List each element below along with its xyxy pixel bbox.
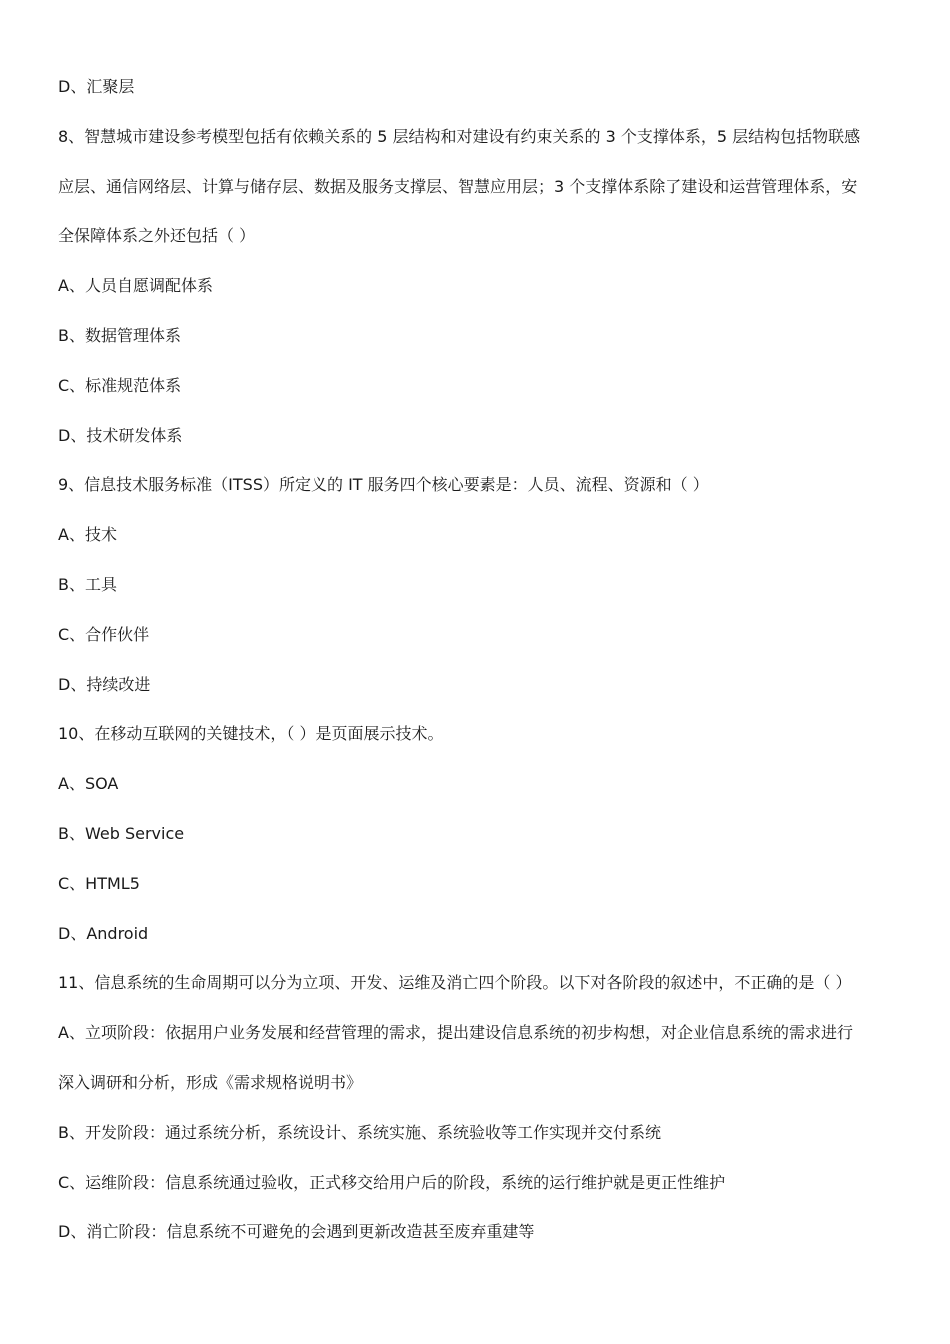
- question-8-option-c: C、标准规范体系: [58, 375, 182, 395]
- question-11-stem: 11、信息系统的生命周期可以分为立项、开发、运维及消亡四个阶段。以下对各阶段的叙述中，不正确的是（ ）: [58, 973, 852, 993]
- question-8-stem-line-2: 应层、通信网络层、计算与储存层、数据及服务支撑层、智慧应用层；3 个支撑体系除了建设和运营管理体系，安: [58, 176, 858, 196]
- question-10: [58, 709, 898, 958]
- question-9-stem: 9、信息技术服务标准（ITSS）所定义的 IT 服务四个核心要素是：人员、流程、资源和（ ）: [58, 475, 709, 495]
- question-9-option-c: C、合作伙伴: [58, 624, 150, 644]
- question-11-option-d: D、消亡阶段：信息系统不可避免的会遇到更新改造甚至废弃重建等: [58, 1222, 535, 1242]
- question-11-option-a-line-1: A、立项阶段：依据用户业务发展和经营管理的需求，提出建设信息系统的初步构想，对企业信息系统的需求进行: [58, 1023, 853, 1043]
- question-11-option-a-line-2: 深入调研和分析，形成《需求规格说明书》: [58, 1072, 363, 1092]
- question-9-option-d: D、持续改进: [58, 674, 151, 694]
- question-8-option-b: B、数据管理体系: [58, 325, 181, 345]
- question-11-option-c: C、运维阶段：信息系统通过验收，正式移交给用户后的阶段，系统的运行维护就是更正性维护: [58, 1172, 726, 1192]
- question-11-option-b: B、开发阶段：通过系统分析，系统设计、系统实施、系统验收等工作实现并交付系统: [58, 1122, 661, 1142]
- question-9: [58, 460, 898, 709]
- option-d-previous: D、汇聚层: [58, 77, 135, 96]
- question-10-option-a: A、SOA: [58, 774, 119, 794]
- question-10-stem: 10、在移动互联网的关键技术，（ ）是页面展示技术。: [58, 724, 444, 744]
- question-8: [58, 112, 898, 461]
- question-8-stem-line-3: 全保障体系之外还包括（ ）: [58, 226, 256, 246]
- question-8-stem-line-1: 8、智慧城市建设参考模型包括有依赖关系的 5 层结构和对建设有约束关系的 3 个支撑体系，5 层结构包括物联感: [58, 126, 861, 146]
- exam-page: [58, 62, 898, 1257]
- question-10-option-c: C、HTML5: [58, 873, 140, 893]
- question-8-option-d: D、技术研发体系: [58, 425, 183, 445]
- question-9-option-b: B、工具: [58, 574, 117, 594]
- question-11: [58, 958, 898, 1257]
- question-8-option-a: A、人员自愿调配体系: [58, 276, 213, 296]
- question-10-option-b: B、Web Service: [58, 823, 185, 843]
- question-9-option-a: A、技术: [58, 525, 117, 545]
- question-10-option-d: D、Android: [58, 923, 149, 943]
